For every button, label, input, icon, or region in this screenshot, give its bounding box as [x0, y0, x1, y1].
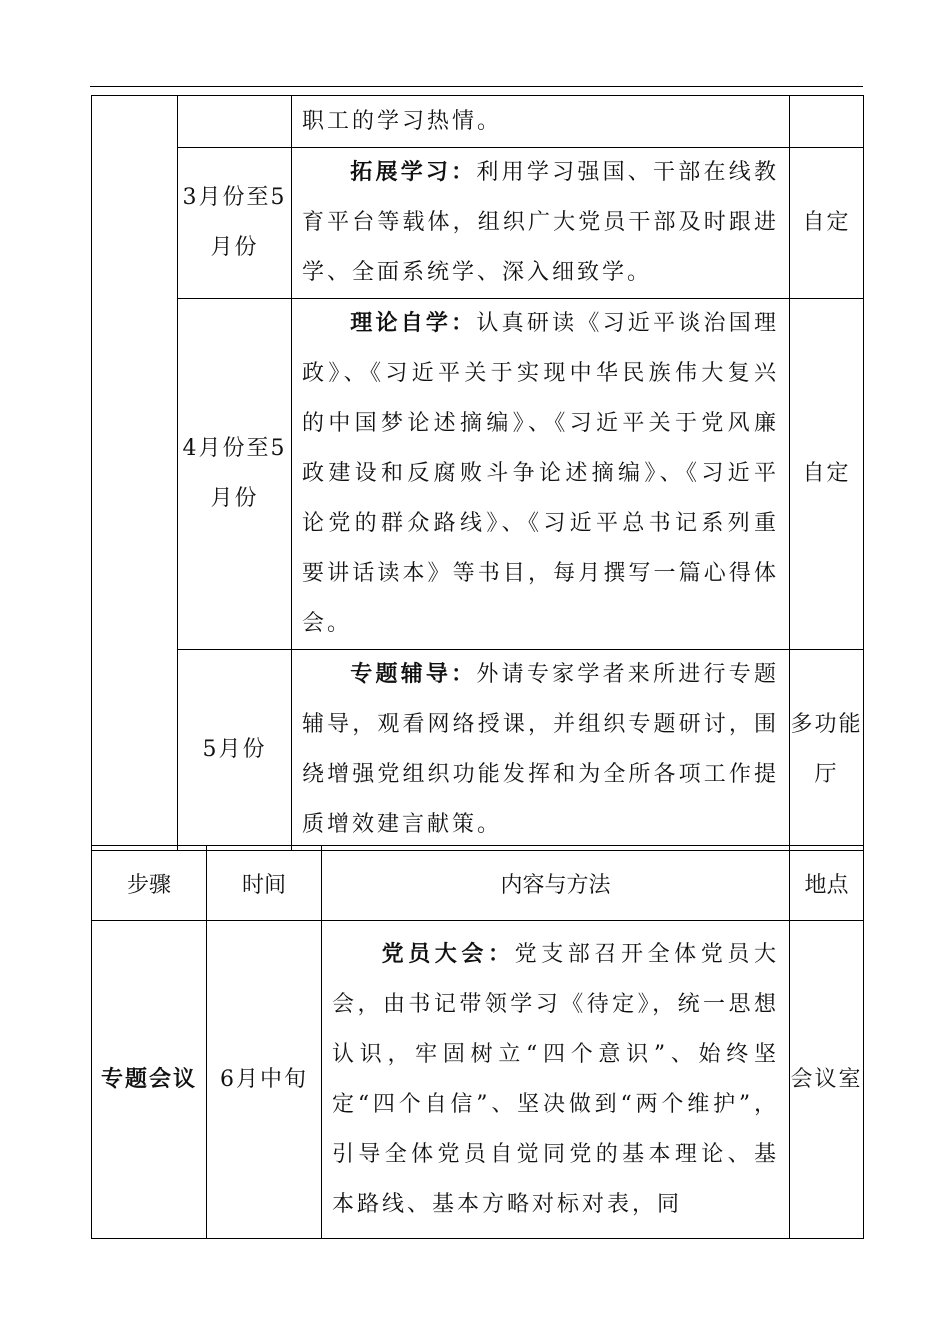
content-text: 外请专家学者来所进行专题辅导，观看网络授课，并组织专题研讨，围绕增强党组织功能发挥和为全所各项工作提质增效建言献策。 [302, 662, 779, 837]
table-row [92, 96, 864, 148]
content-label: 理论自学： [350, 311, 477, 336]
date-cell: 4月份至5月份 [178, 299, 292, 650]
step-cell-empty [92, 96, 178, 851]
plan-table-continued [91, 95, 864, 851]
content-cell [292, 650, 790, 851]
location-cell: 自定 [790, 148, 864, 299]
content-label: 党员大会： [380, 941, 515, 967]
location-cell: 自定 [790, 299, 864, 650]
header-content: 内容与方法 [322, 846, 790, 921]
meeting-table [91, 845, 864, 1239]
content-cell [292, 96, 790, 148]
table-row [92, 148, 864, 299]
content-text: 利用学习强国、干部在线教育平台等载体，组织广大党员干部及时跟进学、全面系统学、深入细致学。 [302, 160, 779, 285]
date-cell: 5月份 [178, 650, 292, 851]
location-cell: 会议室 [790, 921, 864, 1239]
content-cell [322, 921, 790, 1239]
header-step: 步骤 [92, 846, 207, 921]
step-cell: 专题会议 [92, 921, 207, 1239]
content-text: 认真研读《习近平谈治国理政》、《习近平关于实现中华民族伟大复兴的中国梦论述摘编》、《习近平关于党风廉政建设和反腐败斗争论述摘编》、《习近平论党的群众路线》、《习近平总书记系列重要讲话读本》等书目，每月撰写一篇心得体会。 [302, 311, 779, 636]
content-cell [292, 299, 790, 650]
date-cell: 3月份至5月份 [178, 148, 292, 299]
page-header-rule [90, 86, 863, 87]
content-text: 职工的学习热情。 [302, 108, 503, 134]
table-row [92, 650, 864, 851]
content-label: 专题辅导： [350, 662, 477, 687]
table-row [92, 921, 864, 1239]
header-time: 时间 [207, 846, 322, 921]
content-label: 拓展学习： [350, 160, 477, 185]
date-cell [178, 96, 292, 148]
time-cell: 6月中旬 [207, 921, 322, 1239]
content-cell [292, 148, 790, 299]
table-header-row [92, 846, 864, 921]
table-row [92, 299, 864, 650]
location-cell: 多功能厅 [790, 650, 864, 851]
header-location: 地点 [790, 846, 864, 921]
location-cell [790, 96, 864, 148]
content-text: 党支部召开全体党员大会，由书记带领学习《待定》，统一思想认识，牢固树立“四个意识”、始终坚定“四个自信”、坚决做到“两个维护”，引导全体党员自觉同党的基本理论、基本路线、基本方略对标对表，同 [332, 941, 779, 1217]
